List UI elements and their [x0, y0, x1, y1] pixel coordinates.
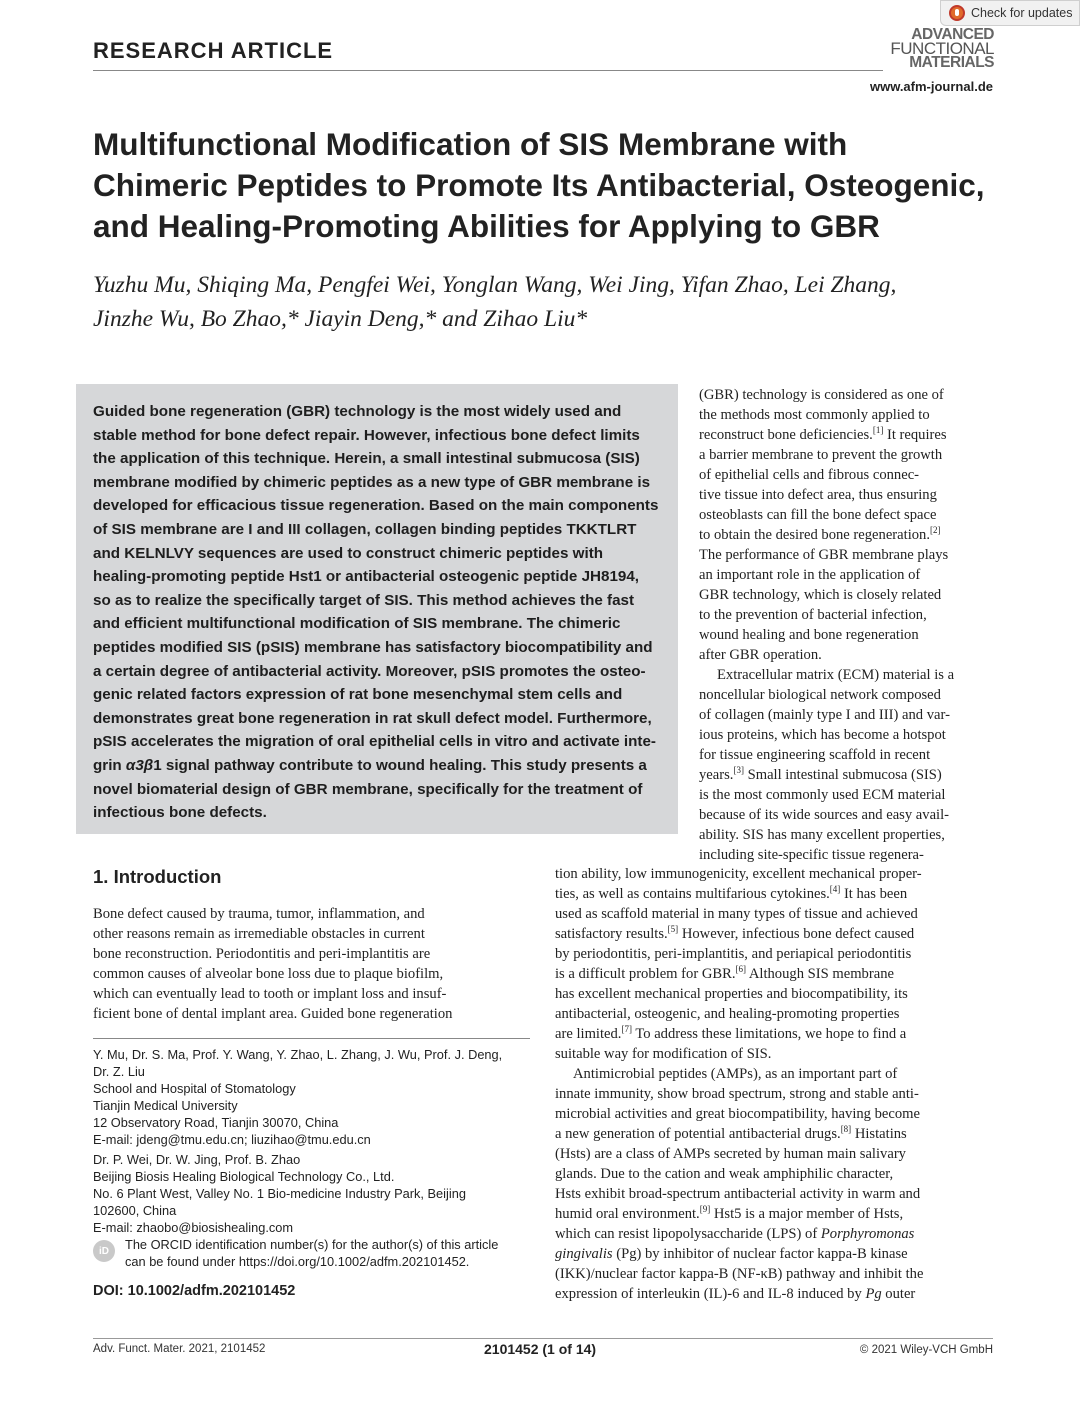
orcid-line: The ORCID identification number(s) for the author(s) of this article: [125, 1237, 499, 1252]
body-line: which can eventually lead to tooth or implant loss and insuf-: [93, 986, 447, 1002]
intro-left-column: [93, 904, 530, 1024]
section-heading: 1. Introduction: [93, 866, 222, 887]
orcid-note: [93, 1236, 530, 1270]
body-line: noncellular biological network composed: [699, 687, 941, 703]
abstract-line: and efficient multifunctional modification of SIS membrane. The chimeric: [93, 615, 621, 633]
affiliation-line: Beijing Biosis Healing Biological Technology Co., Ltd.: [93, 1169, 395, 1184]
body-line: by periodontitis, peri-implantitis, and periapical periodontitis: [555, 946, 912, 962]
check-for-updates-label: Check for updates: [971, 6, 1073, 20]
affiliation-line: 102600, China: [93, 1203, 177, 1218]
abstract-line: so as to realize the specifically target of SIS. This method achieves the fast: [93, 591, 635, 609]
affiliation-email[interactable]: E-mail: jdeng@tmu.edu.cn; liuzihao@tmu.edu.cn: [93, 1132, 371, 1147]
abstract-line: infectious bone defects.: [93, 804, 267, 822]
body-line: other reasons remain as irremediable obstacles in current: [93, 926, 425, 942]
footer-divider: [93, 1338, 993, 1339]
affiliation-group-2: [93, 1151, 530, 1236]
abstract-line: grin α3β1 signal pathway contribute to wound healing. This study presents a: [93, 756, 647, 774]
body-line: wound healing and bone regeneration: [699, 627, 919, 643]
author-line: Yuzhu Mu, Shiqing Ma, Pengfei Wei, Yonglan Wang, Wei Jing, Yifan Zhao, Lei Zhang,: [93, 272, 897, 298]
affiliation-line: Y. Mu, Dr. S. Ma, Prof. Y. Wang, Y. Zhao, L. Zhang, J. Wu, Prof. J. Deng,: [93, 1047, 503, 1062]
abstract-line: healing-promoting peptide Hst1 or antibacterial osteogenic peptide JH8194,: [93, 568, 640, 586]
body-line: microbial activities and great biocompatibility, having become: [555, 1106, 921, 1122]
body-line: glands. Due to the cation and weak amphiphilic character,: [555, 1166, 894, 1182]
abstract-line: genic related factors expression of rat bone mesenchymal stem cells and: [93, 686, 623, 704]
crossmark-icon: [949, 5, 965, 21]
journal-url-link[interactable]: www.afm-journal.de: [869, 79, 993, 94]
abstract-text: [93, 400, 661, 825]
affiliation-line: Dr. Z. Liu: [93, 1064, 145, 1079]
affiliation-line: Tianjin Medical University: [93, 1098, 238, 1113]
section-label: RESEARCH ARTICLE: [93, 38, 334, 63]
affiliation-email[interactable]: E-mail: zhaobo@biosishealing.com: [93, 1220, 294, 1235]
abstract-line: of SIS membrane are I and III collagen, collagen binding peptides TKKTLRT: [93, 520, 637, 538]
body-line: innate immunity, show broad spectrum, strong and stable anti-: [555, 1086, 919, 1102]
body-line: because of its wide sources and easy avail-: [699, 807, 950, 823]
abstract-line: developed for efficacious tissue regeneration. Based on the main components: [93, 497, 659, 515]
body-line: GBR technology, which is closely related: [699, 587, 942, 603]
abstract-line: stable method for bone defect repair. However, infectious bone defect limits: [93, 426, 640, 444]
body-line: suitable way for modification of SIS.: [555, 1046, 772, 1062]
body-line: Bone defect caused by trauma, tumor, inflammation, and: [93, 906, 425, 922]
affiliation-group-1: [93, 1046, 530, 1148]
body-line: bone reconstruction. Periodontitis and peri-implantitis are: [93, 946, 431, 962]
body-line: tive tissue into defect area, thus ensuring: [699, 487, 937, 503]
journal-logo-line: FUNCTIONAL: [890, 39, 994, 58]
body-line: ties, as well as contains multifarious cytokines.[4] It has been: [555, 884, 908, 902]
body-line: reconstruct bone deficiencies.[1] It requires: [699, 425, 947, 443]
journal-logo-line: ADVANCED: [911, 26, 994, 43]
body-line: Hsts exhibit broad-spectrum antibacterial activity in warm and: [555, 1186, 921, 1202]
author-list: [93, 268, 993, 336]
body-line: expression of interleukin (IL)-6 and IL-8 induced by Pg outer: [555, 1286, 916, 1302]
body-line: to obtain the desired bone regeneration.[2]: [699, 525, 941, 543]
affiliation-line: No. 6 Plant West, Valley No. 1 Bio-medicine Industry Park, Beijing: [93, 1186, 466, 1201]
body-line: humid oral environment.[9] Hst5 is a major member of Hsts,: [555, 1204, 904, 1222]
body-line: is a difficult problem for GBR.[6] Although SIS membrane: [555, 964, 894, 982]
title-line: Chimeric Peptides to Promote Its Antibacterial, Osteogenic,: [93, 167, 985, 203]
author-line: Jinzhe Wu, Bo Zhao,* Jiayin Deng,* and Zihao Liu*: [93, 306, 588, 332]
body-line: has excellent mechanical properties and biocompatibility, its: [555, 986, 908, 1002]
body-line: Extracellular matrix (ECM) material is a: [717, 667, 955, 683]
footer-citation: Adv. Funct. Mater. 2021, 2101452: [93, 1343, 266, 1355]
body-line: (Hsts) are a class of AMPs secreted by human main salivary: [555, 1146, 906, 1162]
body-line: after GBR operation.: [699, 647, 822, 663]
body-line: ability. SIS has many excellent properties,: [699, 827, 945, 843]
body-line: The performance of GBR membrane plays: [699, 547, 949, 563]
doi-link[interactable]: DOI: 10.1002/adfm.202101452: [93, 1283, 296, 1299]
body-line: years.[3] Small intestinal submucosa (SIS): [699, 765, 942, 783]
abstract-line: and KELNLVY sequences are used to construct chimeric peptides with: [93, 544, 604, 562]
body-line: the methods most commonly applied to: [699, 407, 930, 423]
right-column-bottom: [555, 864, 993, 1304]
body-line: (GBR) technology is considered as one of: [699, 387, 944, 403]
abstract-line: membrane modified by chimeric peptides as a new type of GBR membrane is: [93, 473, 651, 491]
body-line: including site-specific tissue regenera-: [699, 847, 924, 863]
body-line: common causes of alveolar bone loss due to plaque biofilm,: [93, 966, 444, 982]
body-line: for tissue engineering scaffold in recent: [699, 747, 931, 763]
body-line: osteoblasts can fill the bone defect space: [699, 507, 937, 523]
page-number: 2101452 (1 of 14): [484, 1341, 597, 1357]
body-line: an important role in the application of: [699, 567, 921, 583]
header-divider: [93, 70, 883, 71]
article-title: [93, 124, 1013, 247]
abstract-line: the application of this technique. Herein, a small intestinal submucosa (SIS): [93, 450, 640, 468]
check-for-updates-button[interactable]: [940, 0, 1080, 26]
body-line: gingivalis (Pg) by inhibitor of nuclear factor kappa-B kinase: [555, 1246, 908, 1262]
abstract-line: a certain degree of antibacterial activity. Moreover, pSIS promotes the osteo-: [93, 662, 646, 680]
body-line: a barrier membrane to prevent the growth: [699, 447, 943, 463]
body-line: ficient bone of dental implant area. Guided bone regeneration: [93, 1006, 453, 1022]
journal-logo-line: MATERIALS: [909, 54, 994, 71]
body-line: of collagen (mainly type I and III) and var-: [699, 707, 950, 723]
body-line: tion ability, low immunogenicity, excellent mechanical proper-: [555, 866, 922, 882]
affiliation-line: School and Hospital of Stomatology: [93, 1081, 296, 1096]
body-line: which can resist lipopolysaccharide (LPS) of Porphyromonas: [555, 1226, 915, 1242]
abstract-line: peptides modified SIS (pSIS) membrane has satisfactory biocompatibility and: [93, 638, 653, 656]
affiliations: [93, 1046, 530, 1239]
body-line: satisfactory results.[5] However, infectious bone defect caused: [555, 924, 915, 942]
body-line: of epithelial cells and fibrous connec-: [699, 467, 920, 483]
orcid-line: can be found under https://doi.org/10.1002/adfm.202101452.: [125, 1254, 470, 1269]
body-line: used as scaffold material in many types of tissue and achieved: [555, 906, 918, 922]
right-column-top: [699, 385, 993, 865]
body-line: are limited.[7] To address these limitations, we hope to find a: [555, 1024, 907, 1042]
affiliation-line: Dr. P. Wei, Dr. W. Jing, Prof. B. Zhao: [93, 1152, 301, 1167]
copyright: © 2021 Wiley-VCH GmbH: [859, 1344, 993, 1356]
abstract-line: novel biomaterial design of GBR membrane, specifically for the treatment of: [93, 780, 643, 798]
abstract-line: demonstrates great bone regeneration in rat skull defect model. Furthermore,: [93, 709, 652, 727]
abstract-line: pSIS accelerates the migration of oral epithelial cells in vitro and activate inte-: [93, 733, 656, 751]
body-line: to the prevention of bacterial infection,: [699, 607, 927, 623]
affiliation-divider: [93, 1038, 530, 1039]
title-line: Multifunctional Modification of SIS Membrane with: [93, 126, 848, 162]
body-line: (IKK)/nuclear factor kappa-B (NF-κB) pathway and inhibit the: [555, 1266, 924, 1282]
orcid-icon: iD: [93, 1240, 115, 1262]
journal-logo: [884, 28, 994, 70]
body-line: is the most commonly used ECM material: [699, 787, 946, 803]
title-line: and Healing-Promoting Abilities for Applying to GBR: [93, 208, 880, 244]
body-line: antibacterial, osteogenic, and healing-promoting properties: [555, 1006, 900, 1022]
orcid-text[interactable]: [125, 1236, 498, 1270]
affiliation-line: 12 Observatory Road, Tianjin 30070, China: [93, 1115, 339, 1130]
body-line: a new generation of potential antibacterial drugs.[8] Histatins: [555, 1124, 907, 1142]
body-line: Antimicrobial peptides (AMPs), as an important part of: [573, 1066, 898, 1082]
abstract-line: Guided bone regeneration (GBR) technology is the most widely used and: [93, 403, 622, 420]
body-line: ious proteins, which has become a hotspot: [699, 727, 946, 743]
